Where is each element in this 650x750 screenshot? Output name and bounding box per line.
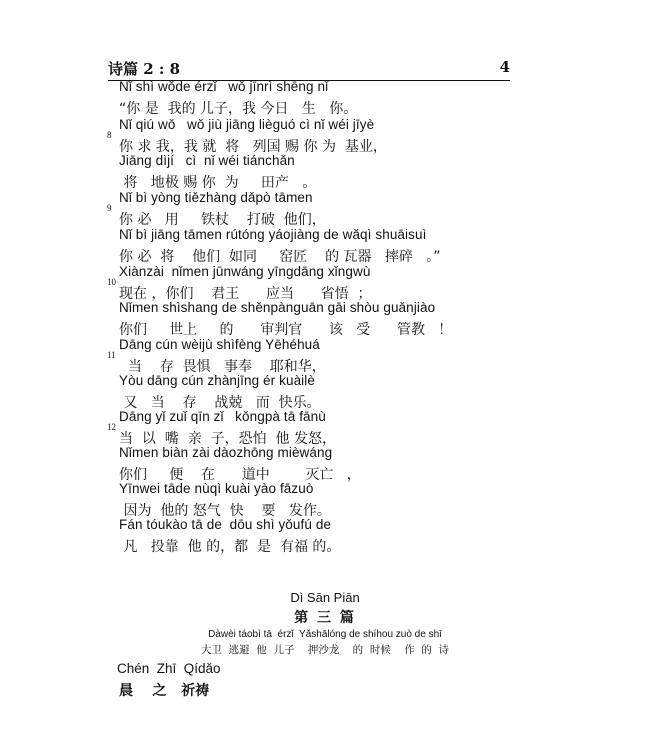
pinyin-line: Yòu dāng cún zhànjīng ér kuàilè xyxy=(119,373,315,388)
pinyin-line: Nǐ shì wǒde érzǐ wǒ jīnrì shēng nǐ xyxy=(119,79,329,94)
psalm-subtitle-pinyin: Dàwèi táobì tā érzǐ Yǎshālóng de shíhou zuò de shī xyxy=(208,629,442,640)
hanzi-line: 你们 世上 的 审判官 该 受 管教 ！ xyxy=(119,322,453,338)
hanzi-line: 你 求 我，我 就 将 列国 赐 你 为 基业， xyxy=(119,139,387,155)
hanzi-line: 你 必 用 铁杖 打破 他们， xyxy=(119,212,326,228)
pinyin-line: Nǐ bì yòng tiězhàng dǎpò tāmen xyxy=(119,190,313,205)
pinyin-line: Nǐ bì jiāng tāmen rútóng yáojiàng de wǎqì shuāisuì xyxy=(119,227,427,242)
psalm-subtitle-hanzi: 大卫 逃避 他 儿子 押沙龙 的 时候 作 的 诗 xyxy=(200,644,450,656)
hanzi-line: 将 地极 赐 你 为 田产 。 xyxy=(119,175,317,191)
verse-number: 9 xyxy=(107,203,112,213)
hanzi-line: 你们 便 在 道中 灭亡 ， xyxy=(119,467,361,483)
pinyin-line: Fán tóukào tā de dōu shì yǒufú de xyxy=(119,517,332,532)
pinyin-line: Xiànzài nǐmen jūnwáng yīngdāng xǐngwù xyxy=(119,264,371,279)
page-header xyxy=(108,58,510,80)
psalm-title-hanzi: 第 三 篇 xyxy=(294,610,356,626)
pinyin-line: Dāng cún wèijù shìfèng Yēhéhuá xyxy=(119,337,320,352)
pinyin-line: Yīnwei tāde nùqì kuài yào fāzuò xyxy=(119,481,314,496)
hanzi-line: 又 当 存 战兢 而 快乐。 xyxy=(119,395,321,411)
pinyin-line: Nǐmen biàn zài dàozhōng mièwáng xyxy=(119,445,333,460)
pinyin-line: Nǐmen shìshang de shěnpànguān gāi shòu guǎnjiào xyxy=(119,300,436,315)
hanzi-line: 现在 ，你们 君王 应当 省悟 ； xyxy=(119,286,372,302)
book-chapter-title: 诗篇 2 : 8 xyxy=(108,60,181,78)
verse-number: 11 xyxy=(107,350,116,360)
pinyin-line: Nǐ qiú wǒ wǒ jiù jiāng lièguó cì nǐ wéi jīyè xyxy=(119,117,375,132)
psalm-title-pinyin: Dì Sān Piān xyxy=(290,590,360,605)
verse-number: 10 xyxy=(107,277,116,287)
verse-number: 12 xyxy=(107,422,116,432)
hanzi-line: 你 必 将 他们 如同 窑匠 的 瓦器 摔碎 。” xyxy=(119,249,441,265)
hanzi-line: 当 以 嘴 亲 子，恐怕 他 发怒， xyxy=(119,431,336,447)
section-heading-hanzi: 晨 之 祈祷 xyxy=(119,683,210,699)
page-number: 4 xyxy=(499,58,510,76)
hanzi-line: 凡 投靠 他 的，都 是 有福 的。 xyxy=(119,539,341,555)
hanzi-line: “你 是 我的 儿子，我 今日 生 你。 xyxy=(119,101,358,117)
hanzi-line: 当 存 畏惧 事奉 耶和华， xyxy=(119,359,326,375)
hanzi-line: 因为 他的 怒气 快 要 发作。 xyxy=(119,503,331,519)
pinyin-line: Jiāng dìjí cì nǐ wéi tiánchǎn xyxy=(119,153,295,168)
pinyin-line: Dāng yǐ zuǐ qīn zǐ kǒngpà tā fānù xyxy=(119,409,326,424)
verse-number: 8 xyxy=(107,130,112,140)
section-heading-pinyin: Chén Zhī Qídǎo xyxy=(117,661,221,676)
